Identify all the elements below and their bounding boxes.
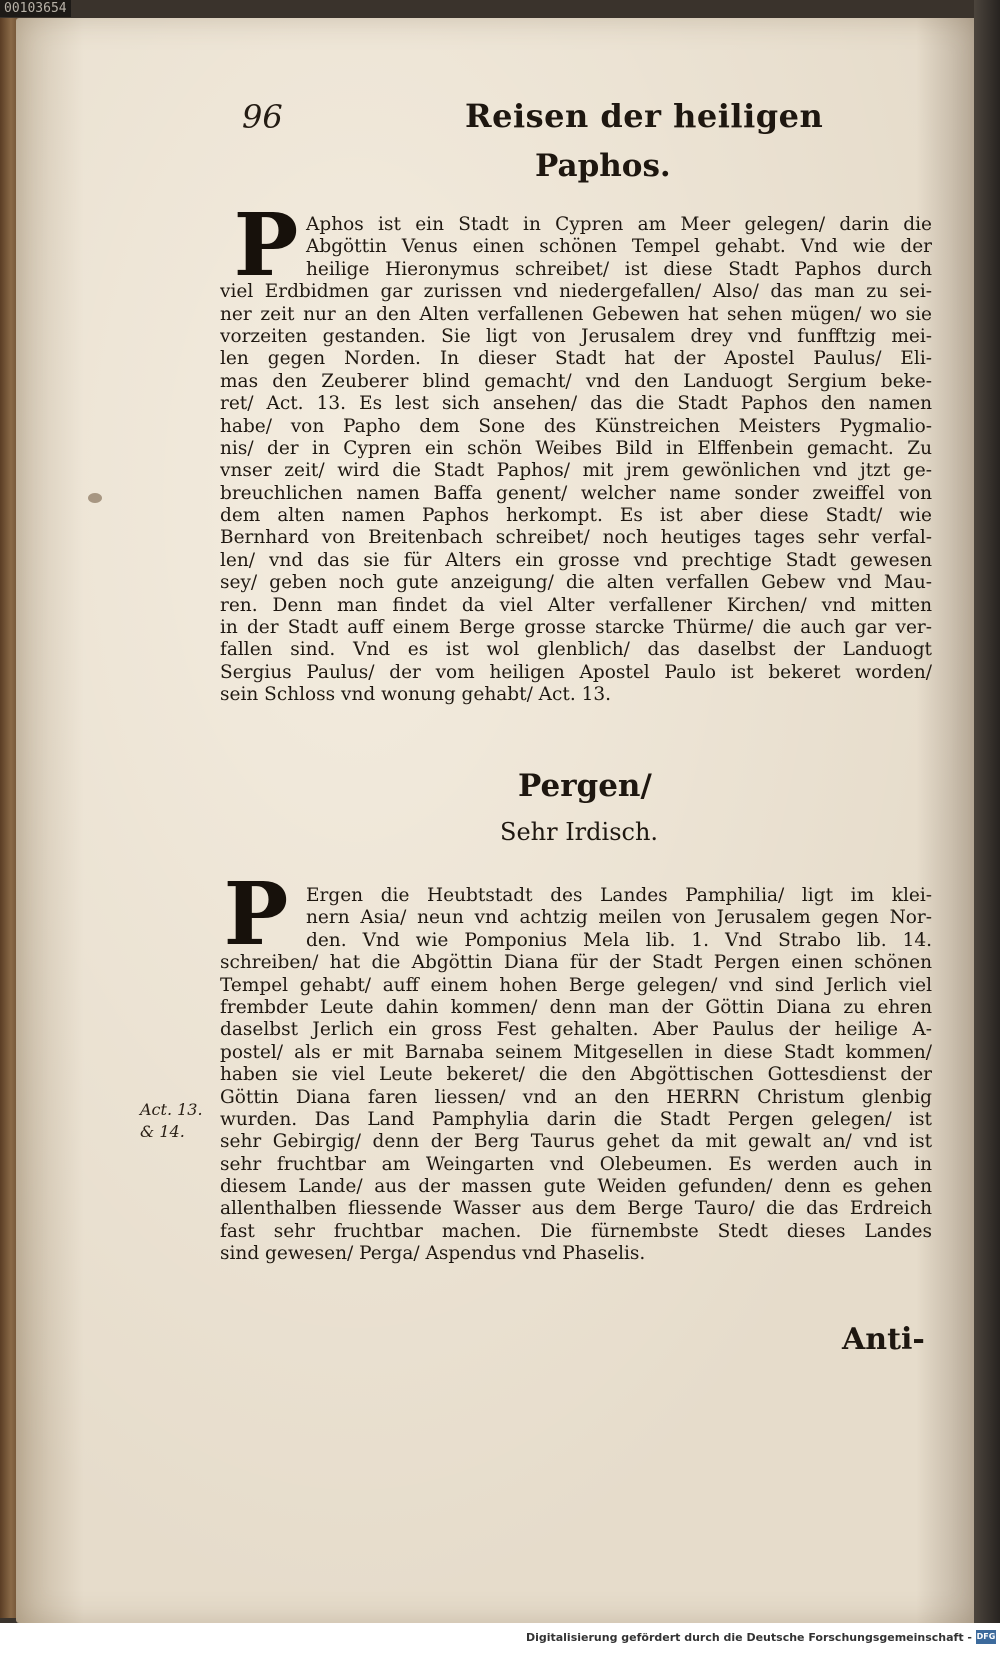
text-line: Sergius Paulus/ der vom heiligen Apostel Paulo ist bekeret worden/ xyxy=(220,661,932,683)
text-line: wurden. Das Land Pamphylia darin die Stadt Pergen gelegen/ ist xyxy=(220,1108,932,1130)
text-line: Abgöttin Venus einen schönen Tempel gehabt. Vnd wie der xyxy=(306,236,932,258)
text-line: viel Erdbidmen gar zurissen vnd niedergefallen/ Also/ das man zu sei- xyxy=(220,281,932,303)
catchword: Anti- xyxy=(842,1322,925,1357)
decorated-initial: P xyxy=(233,195,299,296)
text-line: breuchlichen namen Baffa genent/ welcher name sonder zweiffel von xyxy=(220,482,932,504)
dfg-logo-icon: DFG xyxy=(976,1630,996,1644)
text-line: daselbst Jerlich ein gross Fest gehalten. Aber Paulus der heilige A- xyxy=(220,1019,932,1041)
text-line: len/ vnd das sie für Alters ein grosse vnd prechtige Stadt gewesen xyxy=(220,549,932,571)
text-line: ner zeit nur an den Alten verfallenen Gebewen hat sehen mügen/ wo sie xyxy=(220,303,932,325)
text-line: ret/ Act. 13. Es lest sich ansehen/ das die Stadt Paphos den namen xyxy=(220,393,932,415)
text-line: habe/ von Papho dem Sone des Künstreichen Meisters Pygmalio- xyxy=(220,415,932,437)
text-line: vnser zeit/ wird die Stadt Paphos/ mit jrem gewönlichen vnd jtzt ge- xyxy=(220,460,932,482)
text-line: Tempel gehabt/ auff einem hohen Berge gelegen/ vnd sind Jerlich viel xyxy=(220,974,932,996)
text-line: sehr Gebirgig/ denn der Berg Taurus gehet da mit gewalt an/ vnd ist xyxy=(220,1131,932,1153)
text-line: sein Schloss vnd wonung gehabt/ Act. 13. xyxy=(220,684,612,706)
text-line: postel/ als er mit Barnaba seinem Mitgesellen in diese Stadt kommen/ xyxy=(220,1041,932,1063)
paphos-text-block xyxy=(220,214,932,707)
text-line: haben sie viel Leute bekeret/ die den Abgöttischen Gottesdienst der xyxy=(220,1064,932,1086)
text-line: Bernhard von Breitenbach schreibet/ noch heutiges tages sehr verfal- xyxy=(220,527,932,549)
text-line: diesem Lande/ aus der massen gute Weiden gefunden/ denn es gehen xyxy=(220,1176,932,1198)
text-line: nis/ der in Cypren ein schön Weibes Bild in Elffenbein gemacht. Zu xyxy=(220,437,932,459)
text-line: vorzeiten gestanden. Sie ligt von Jerusalem drey vnd funfftzig mei- xyxy=(220,325,932,347)
scan-identifier: 00103654 xyxy=(0,0,71,17)
text-line: ren. Denn man findet da viel Alter verfallener Kirchen/ vnd mitten xyxy=(220,594,932,616)
page-number: 96 xyxy=(242,98,283,136)
section-subheading: Sehr Irdisch. xyxy=(500,818,659,846)
text-line: in der Stadt auff einem Berge grosse starcke Thürme/ die auch gar ver- xyxy=(220,617,932,639)
decorated-initial: P xyxy=(223,864,289,965)
text-line: Göttin Diana faren liessen/ vnd an den HERRN Christum glenbig xyxy=(220,1086,932,1108)
footer-credit: Digitalisierung gefördert durch die Deutsche Forschungsgemeinschaft - xyxy=(525,1631,972,1644)
text-line: Ergen die Heubtstadt des Landes Pamphilia/ ligt im klei- xyxy=(306,885,932,906)
text-line: frembder Leute dahin kommen/ denn man der Göttin Diana zu ehren xyxy=(220,996,932,1018)
text-line: sehr fruchtbar am Weingarten vnd Olebeumen. Es werden auch in xyxy=(220,1153,932,1175)
marginal-note: Act. 13. xyxy=(140,1100,203,1119)
text-line: fallen sind. Vnd es ist wol glenblich/ das daselbst der Landuogt xyxy=(220,639,932,661)
text-line: den. Vnd wie Pomponius Mela lib. 1. Vnd Strabo lib. 14. xyxy=(306,929,932,951)
text-line: fast sehr fruchtbar machen. Die fürnembste Stedt dieses Landes xyxy=(220,1220,932,1242)
footer-bar xyxy=(0,1623,1000,1653)
text-line: heilige Hieronymus schreibet/ ist diese Stadt Paphos durch xyxy=(306,258,932,280)
text-line: sind gewesen/ Perga/ Aspendus vnd Phaselis. xyxy=(220,1243,646,1265)
text-line: dem alten namen Paphos herkompt. Es ist aber diese Stadt/ wie xyxy=(220,505,932,527)
text-line: Aphos ist ein Stadt in Cypren am Meer gelegen/ darin die xyxy=(306,214,932,235)
text-line: sey/ geben noch gute anzeigung/ die alten verfallen Gebew vnd Mau- xyxy=(220,572,932,594)
text-line: schreiben/ hat die Abgöttin Diana für der Stadt Pergen einen schönen xyxy=(220,952,932,974)
pergen-text-block xyxy=(220,885,932,1266)
running-head: Reisen der heiligen xyxy=(465,97,824,135)
text-line: allenthalben fliessende Wasser aus dem Berge Tauro/ die das Erdreich xyxy=(220,1198,932,1220)
text-line: mas den Zeuberer blind gemacht/ vnd den Landuogt Sergium beke- xyxy=(220,370,932,392)
marginal-note: & 14. xyxy=(140,1122,185,1141)
book-spine-shadow xyxy=(974,0,1000,1653)
section-heading-paphos: Paphos. xyxy=(535,148,671,184)
section-heading-pergen: Pergen/ xyxy=(518,768,652,804)
text-line: len gegen Norden. In dieser Stadt hat der Apostel Paulus/ Eli- xyxy=(220,348,932,370)
paper-stain xyxy=(88,493,102,503)
text-line: nern Asia/ neun vnd achtzig meilen von Jerusalem gegen Nor- xyxy=(306,907,932,929)
